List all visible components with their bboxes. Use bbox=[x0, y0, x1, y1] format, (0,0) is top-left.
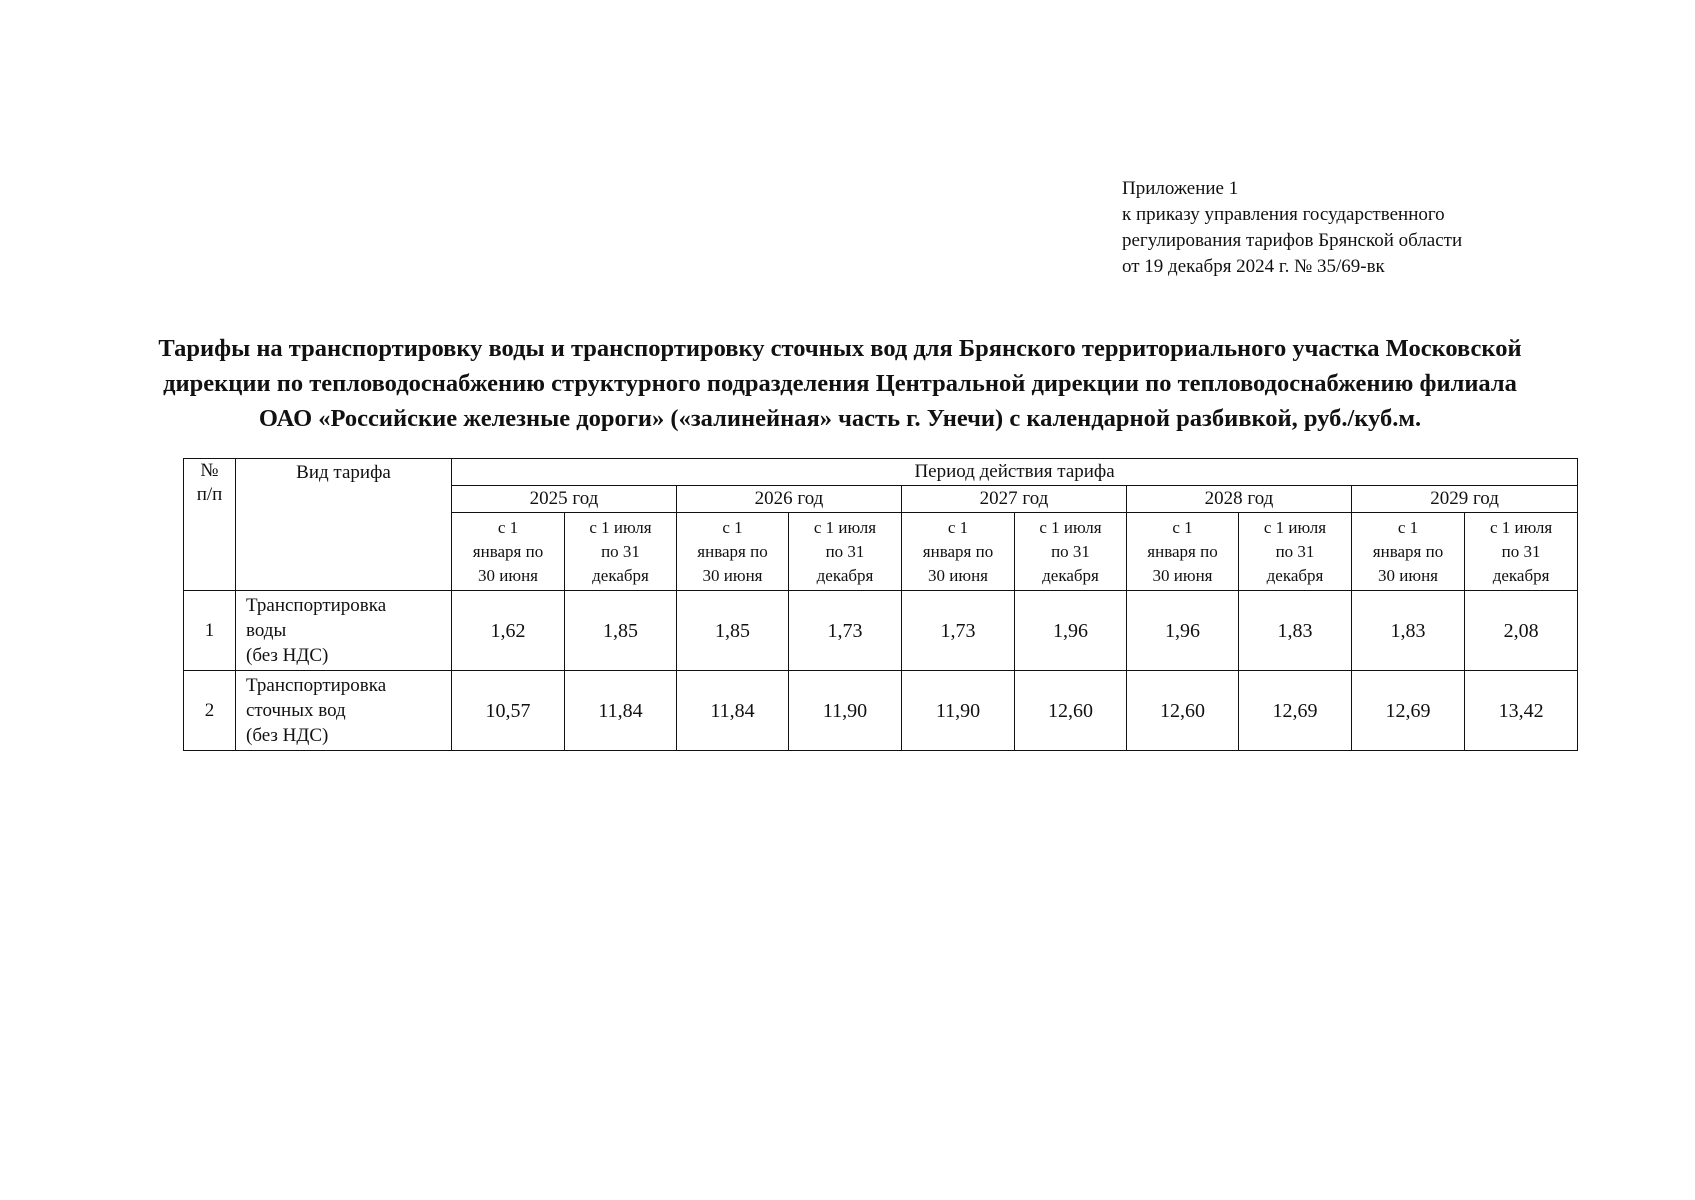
tariff-value: 2,08 bbox=[1465, 591, 1578, 671]
tariff-table bbox=[183, 458, 1578, 751]
tariff-value: 11,90 bbox=[789, 671, 902, 751]
appendix-line: Приложение 1 bbox=[1122, 178, 1239, 199]
tariff-value: 1,85 bbox=[565, 591, 677, 671]
appendix-block bbox=[1122, 176, 1462, 280]
tariff-value: 13,42 bbox=[1465, 671, 1578, 751]
header-half-first: с 1 января по 30 июня bbox=[902, 513, 1015, 591]
table-row bbox=[184, 671, 1578, 751]
tariff-value: 12,60 bbox=[1127, 671, 1239, 751]
table-row bbox=[184, 591, 1578, 671]
tariff-value: 1,62 bbox=[452, 591, 565, 671]
tariff-value: 12,60 bbox=[1015, 671, 1127, 751]
title-line: дирекции по тепловодоснабжению структурного подразделения Центральной дирекции по тепловодоснабжению филиала bbox=[163, 370, 1517, 397]
header-year: 2026 год bbox=[677, 486, 902, 513]
header-half-first: с 1 января по 30 июня bbox=[1127, 513, 1239, 591]
title-line: Тарифы на транспортировку воды и транспортировку сточных вод для Брянского территориального участка Московской bbox=[158, 335, 1522, 362]
tariff-value: 1,96 bbox=[1015, 591, 1127, 671]
tariff-value: 1,73 bbox=[902, 591, 1015, 671]
tariff-value: 12,69 bbox=[1239, 671, 1352, 751]
tariff-value: 1,73 bbox=[789, 591, 902, 671]
tariff-value: 12,69 bbox=[1352, 671, 1465, 751]
row-kind: Транспортировка сточных вод (без НДС) bbox=[236, 671, 452, 751]
tariff-value: 11,84 bbox=[565, 671, 677, 751]
header-half-first: с 1 января по 30 июня bbox=[677, 513, 789, 591]
tariff-value: 1,83 bbox=[1352, 591, 1465, 671]
header-period: Период действия тарифа bbox=[452, 459, 1578, 486]
header-year: 2025 год bbox=[452, 486, 677, 513]
header-half-second: с 1 июля по 31 декабря bbox=[565, 513, 677, 591]
document-title bbox=[100, 331, 1580, 436]
table-body bbox=[184, 459, 1578, 751]
row-num: 2 bbox=[184, 671, 236, 751]
appendix-line: от 19 декабря 2024 г. № 35/69-вк bbox=[1122, 256, 1385, 277]
tariff-value: 1,83 bbox=[1239, 591, 1352, 671]
tariff-value: 1,96 bbox=[1127, 591, 1239, 671]
header-half-first: с 1 января по 30 июня bbox=[452, 513, 565, 591]
header-half-second: с 1 июля по 31 декабря bbox=[1239, 513, 1352, 591]
tariff-value: 10,57 bbox=[452, 671, 565, 751]
header-num-label: п/п bbox=[196, 484, 223, 505]
header-kind: Вид тарифа bbox=[236, 459, 452, 591]
header-half-second: с 1 июля по 31 декабря bbox=[1465, 513, 1578, 591]
header-num-symbol: № bbox=[200, 460, 219, 481]
header-row-1 bbox=[184, 459, 1578, 486]
title-line: ОАО «Российские железные дороги» («залинейная» часть г. Унечи) с календарной разбивкой, руб./куб.м. bbox=[258, 405, 1422, 432]
appendix-line: регулирования тарифов Брянской области bbox=[1122, 230, 1463, 251]
header-year: 2028 год bbox=[1127, 486, 1352, 513]
tariff-value: 11,90 bbox=[902, 671, 1015, 751]
header-half-second: с 1 июля по 31 декабря bbox=[1015, 513, 1127, 591]
row-kind: Транспортировка воды (без НДС) bbox=[236, 591, 452, 671]
tariff-value: 11,84 bbox=[677, 671, 789, 751]
header-year: 2027 год bbox=[902, 486, 1127, 513]
header-half-second: с 1 июля по 31 декабря bbox=[789, 513, 902, 591]
appendix-line: к приказу управления государственного bbox=[1122, 204, 1445, 225]
header-num bbox=[184, 459, 236, 591]
row-num: 1 bbox=[184, 591, 236, 671]
header-year: 2029 год bbox=[1352, 486, 1578, 513]
header-half-first: с 1 января по 30 июня bbox=[1352, 513, 1465, 591]
tariff-value: 1,85 bbox=[677, 591, 789, 671]
